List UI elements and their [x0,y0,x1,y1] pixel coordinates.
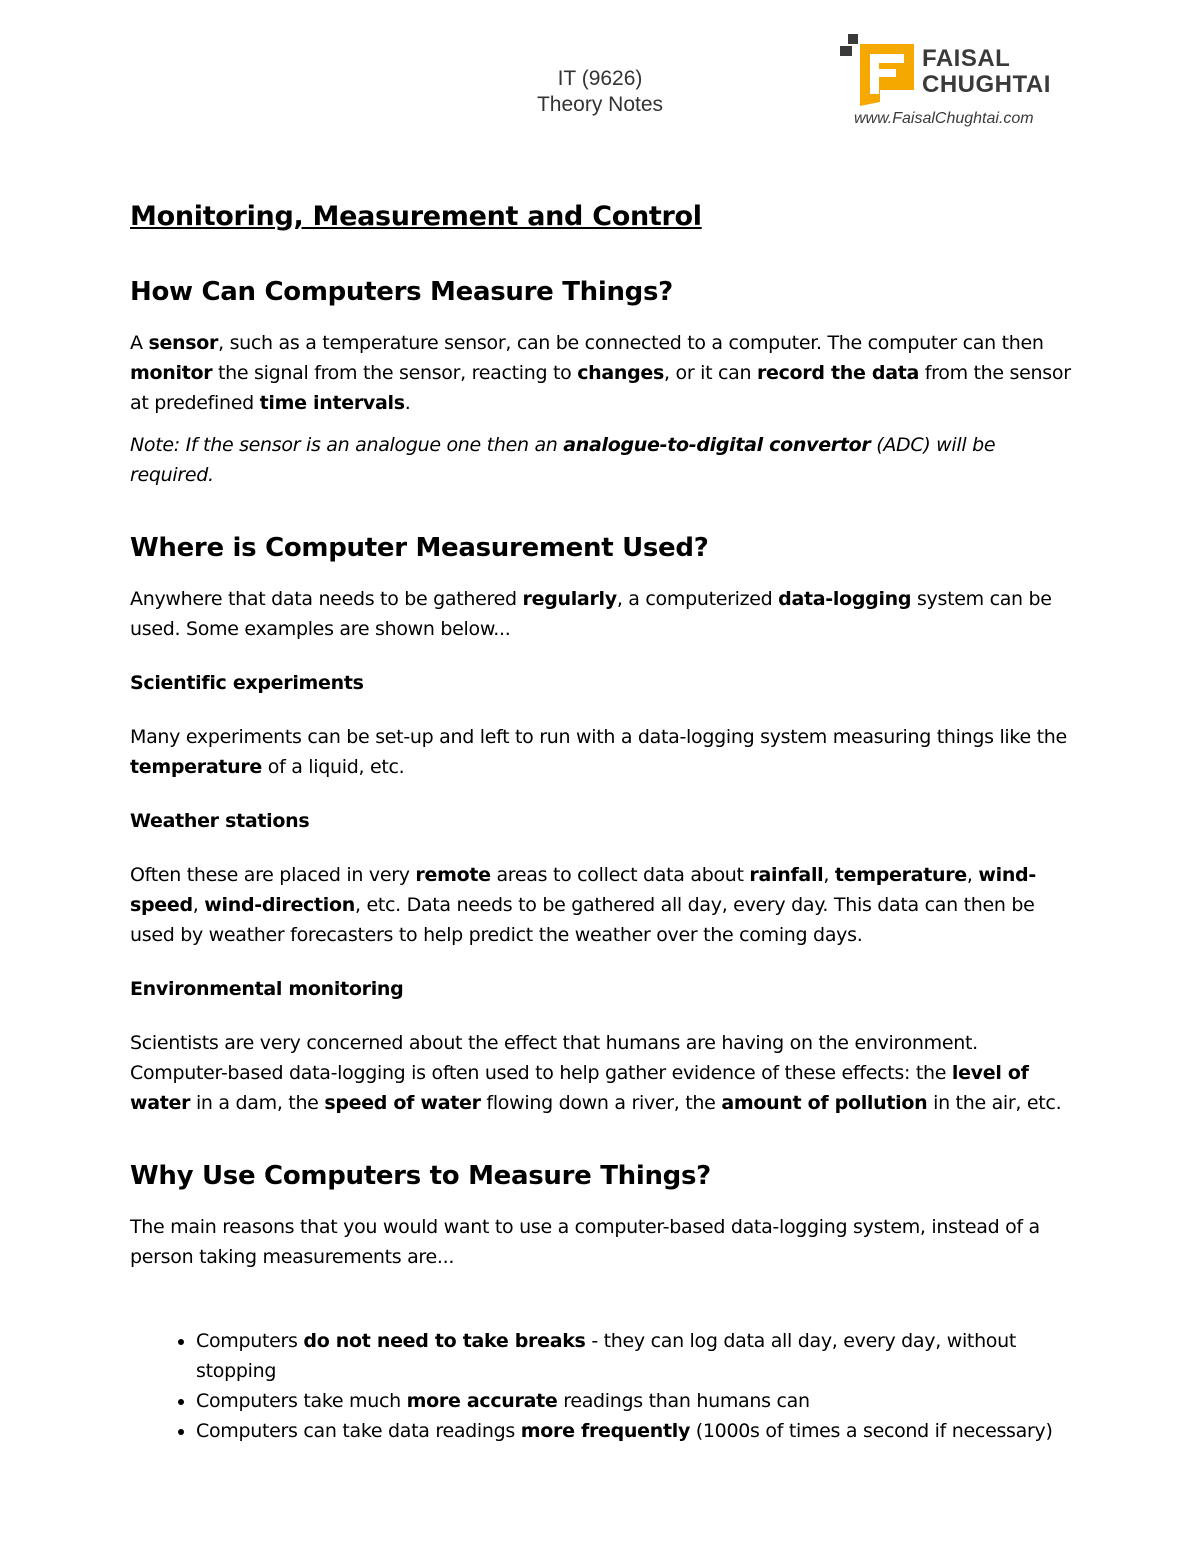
paragraph-where-used: Anywhere that data needs to be gathered regularly, a computerized data-logging system can be used. Some examples are shown below... [130,588,1052,640]
paragraph-sensor: A sensor, such as a temperature sensor, can be connected to a computer. The computer can then monitor the signal from the sensor, reacting to changes, or it can record the data from the sensor at predefined time intervals. [130,332,1071,414]
paragraph-scientific: Many experiments can be set-up and left to run with a data-logging system measuring things like the temperature of a liquid, etc. [130,726,1067,778]
section-heading-why: Why Use Computers to Measure Things? [130,1161,711,1191]
logo-mark-icon [838,30,918,110]
list-item: • Computers can take data readings more frequently (1000s of times a second if necessary) [196,1416,1080,1446]
subheading-environmental: Environmental monitoring [130,978,404,1000]
paragraph-weather: Often these are placed in very remote areas to collect data about rainfall, temperature, wind-speed, wind-direction, etc. Data needs to be gathered all day, every day. This data can then be used by weather forecasters to help predict the weather over the coming days. [130,864,1036,946]
subheading-scientific: Scientific experiments [130,672,364,694]
subheading-weather: Weather stations [130,810,310,832]
paragraph-environmental: Scientists are very concerned about the effect that humans are having on the environment. Computer-based data-logging is often used to help gather evidence of these effects: the level of water in a dam, the speed of water flowing down a river, the amount of pollution in the air, etc. [130,1032,1062,1114]
document-title: Monitoring, Measurement and Control [130,201,702,232]
logo-name-line1: FAISAL [922,45,1011,72]
brand-logo [838,30,1078,140]
logo-name-line2: CHUGHTAI [922,71,1051,98]
logo-url: www.FaisalChughtai.com [854,110,1034,127]
list-item: • Computers take much more accurate readings than humans can [196,1386,1080,1416]
course-code: IT (9626) [557,67,643,90]
section-heading-measure: How Can Computers Measure Things? [130,277,673,307]
reasons-list [130,1326,1080,1446]
list-item: • Computers do not need to take breaks - they can log data all day, every day, without stopping [196,1326,1080,1386]
notes-subtitle: Theory Notes [536,93,664,116]
document-body [130,196,1080,1446]
section-heading-used: Where is Computer Measurement Used? [130,533,709,563]
note-adc: Note: If the sensor is an analogue one then an analogue-to-digital convertor (ADC) will be required. [130,434,996,486]
paragraph-why-intro: The main reasons that you would want to use a computer-based data-logging system, instead of a person taking measurements are... [130,1216,1040,1268]
